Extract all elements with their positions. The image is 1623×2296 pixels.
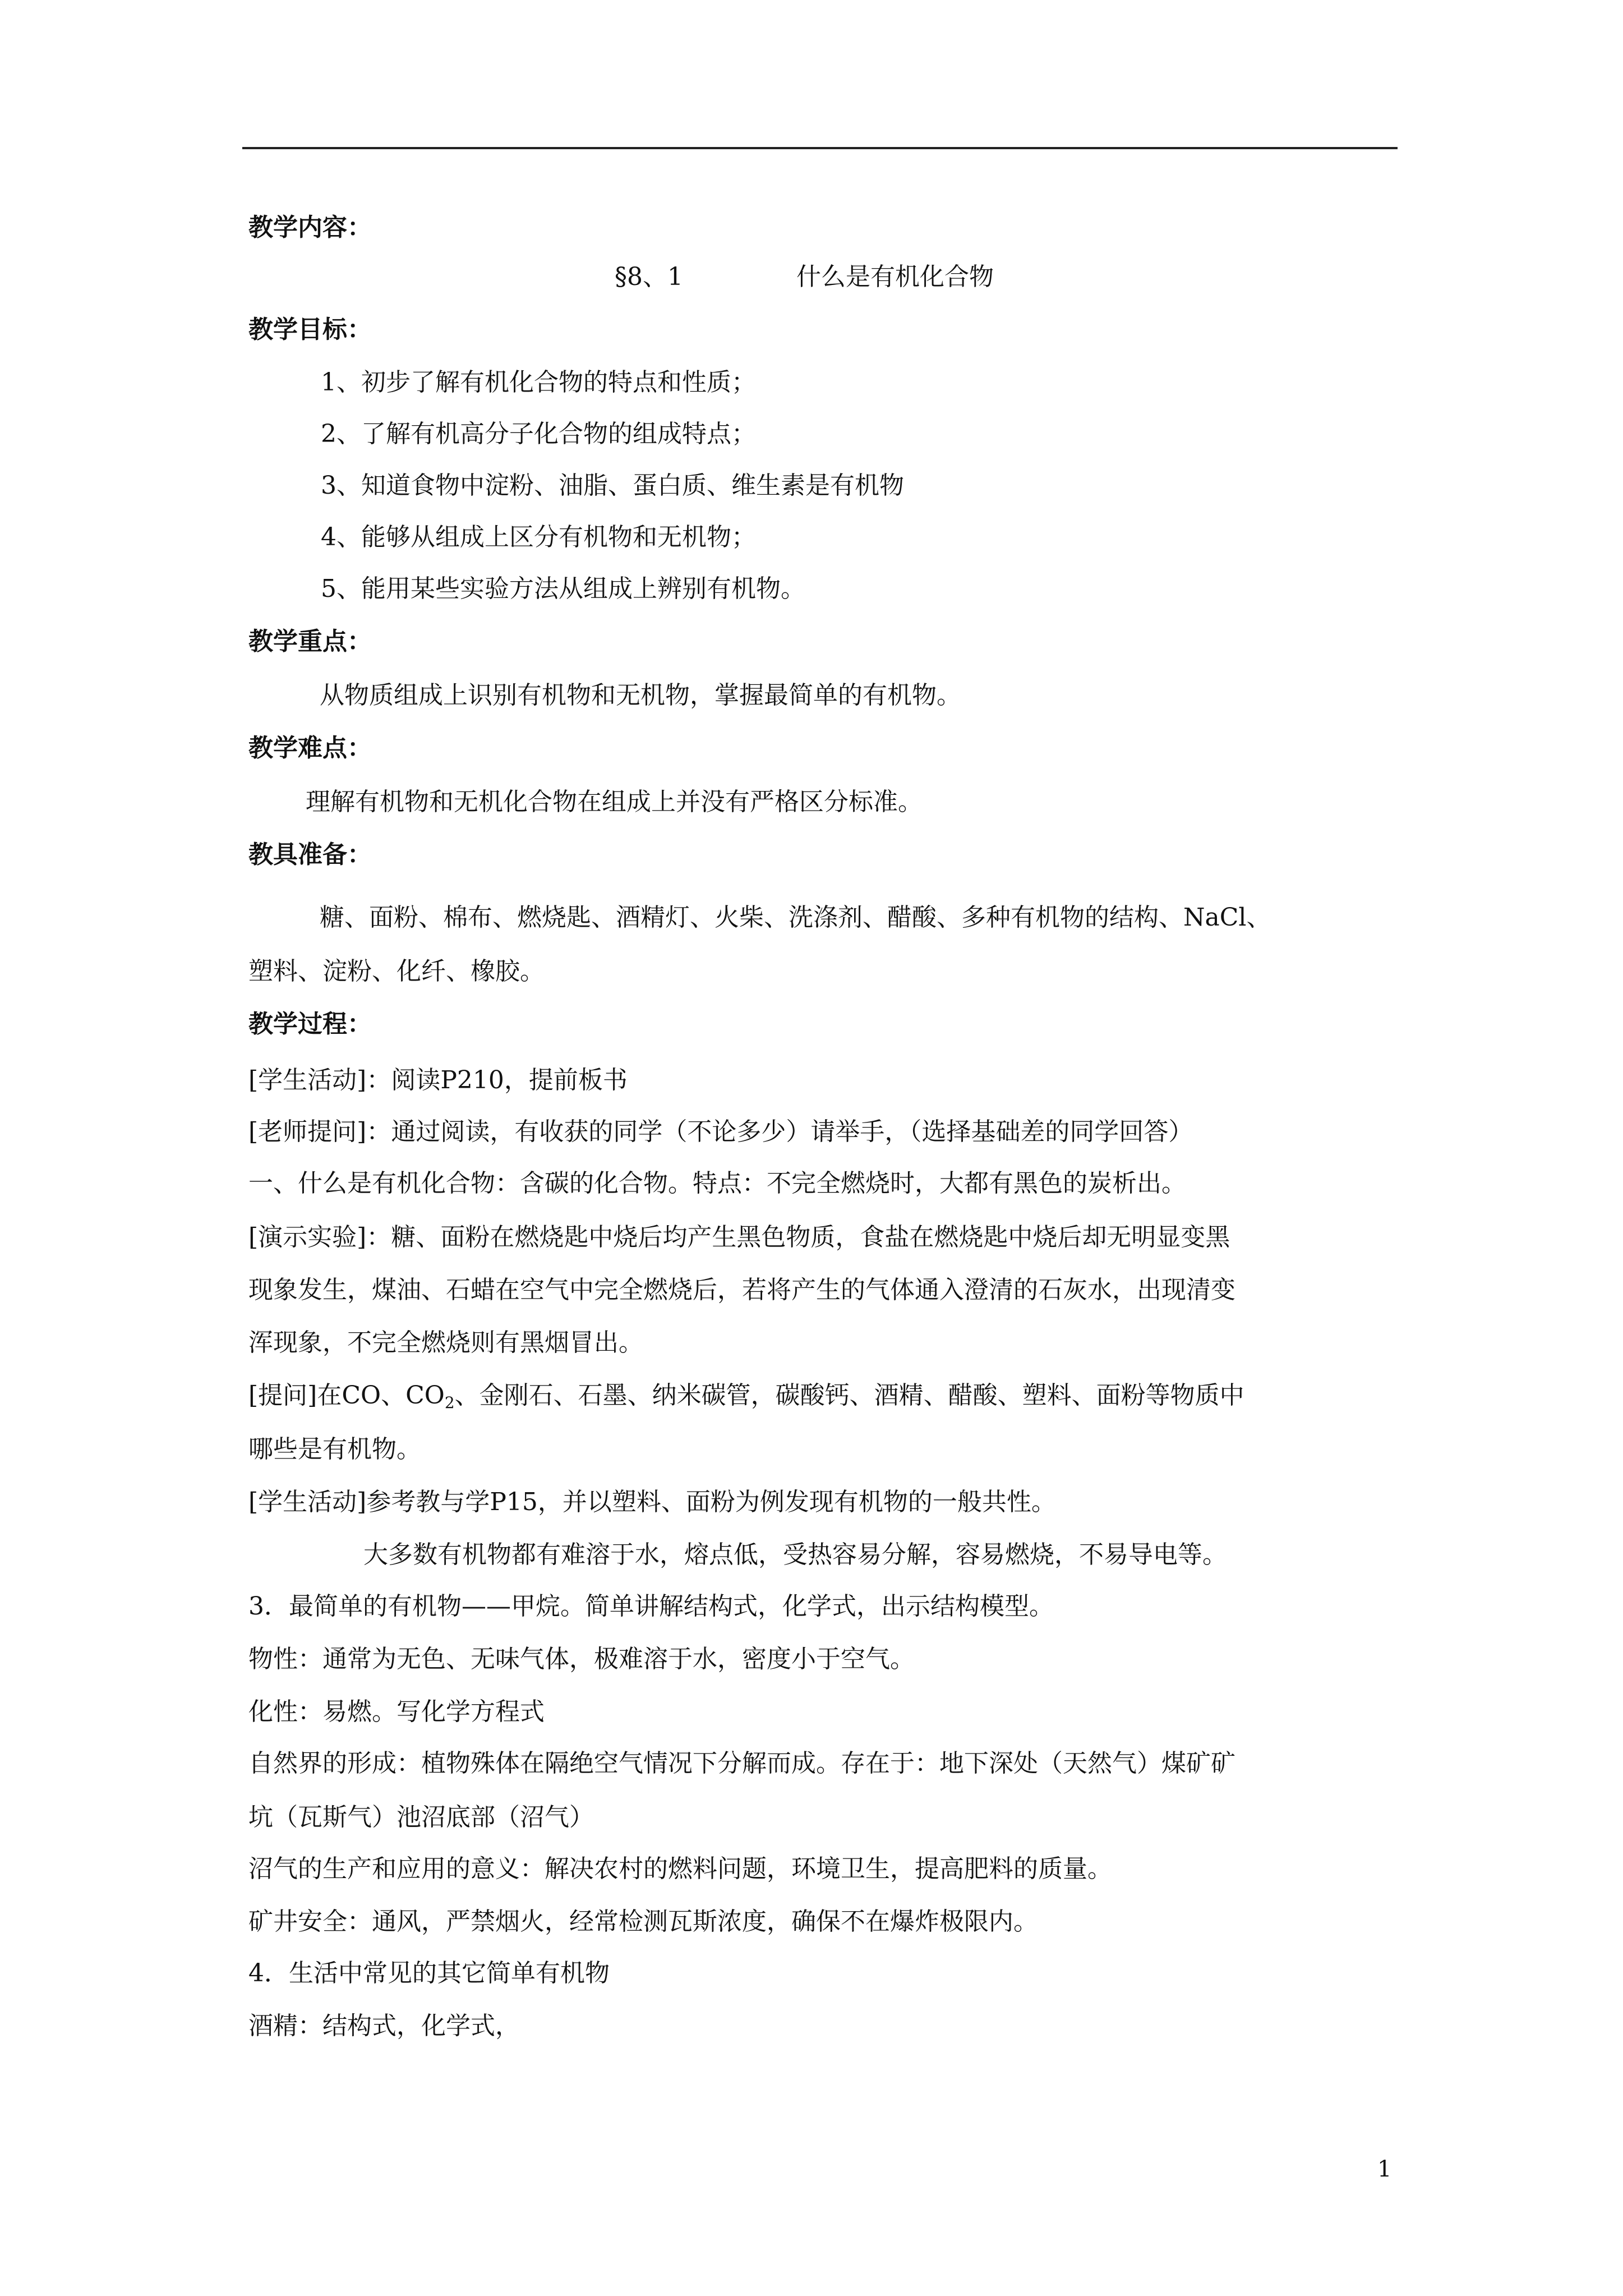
process-line-formula <box>248 1380 1244 1411</box>
process-line: [演示实验]：糖、面粉在燃烧匙中烧后均产生黑色物质，食盐在燃烧匙中烧后却无明显变黑 <box>248 1223 1230 1251</box>
process-line: 大多数有机物都有难溶于水，熔点低，受热容易分解，容易燃烧，不易导电等。 <box>363 1540 1227 1569</box>
process-line: 自然界的形成：植物殊体在隔绝空气情况下分解而成。存在于：地下深处（天然气）煤矿矿 <box>248 1749 1235 1778</box>
process-line: 现象发生，煤油、石蜡在空气中完全燃烧后，若将产生的气体通入澄清的石灰水，出现清变 <box>248 1276 1235 1304</box>
process-line: 酒精：结构式，化学式， <box>248 2012 520 2040</box>
objective-item: 5、能用某些实验方法从组成上辨别有机物。 <box>321 574 805 603</box>
materials-heading: 教具准备： <box>248 840 372 869</box>
process-line: [老师提问]：通过阅读，有收获的同学（不论多少）请举手，（选择基础差的同学回答） <box>248 1117 1193 1146</box>
materials-line: 塑料、淀粉、化纤、橡胶。 <box>248 957 545 986</box>
objective-item: 4、能够从组成上区分有机物和无机物； <box>321 523 756 551</box>
materials-line: 糖、面粉、棉布、燃烧匙、酒精灯、火柴、洗涤剂、醋酸、多种有机物的结构、NaCl、 <box>320 903 1271 932</box>
section-title: 什么是有机化合物 <box>796 263 994 291</box>
formula-subscript: 2 <box>444 1393 455 1412</box>
process-line: 坑（瓦斯气）池沼底部（沼气） <box>248 1803 594 1832</box>
objective-item: 3、知道食物中淀粉、油脂、蛋白质、维生素是有机物 <box>321 471 904 500</box>
process-line: 浑现象，不完全燃烧则有黑烟冒出。 <box>248 1328 643 1357</box>
process-line: 沼气的生产和应用的意义：解决农村的燃料问题，环境卫生，提高肥料的质量。 <box>248 1855 1112 1883</box>
process-line: 物性：通常为无色、无味气体，极难溶于水，密度小于空气。 <box>248 1645 915 1673</box>
objectives-heading: 教学目标： <box>248 315 372 344</box>
objective-item: 2、了解有机高分子化合物的组成特点； <box>321 420 756 448</box>
header-rule <box>242 147 1398 149</box>
process-line: 矿井安全：通风，严禁烟火，经常检测瓦斯浓度，确保不在爆炸极限内。 <box>248 1907 1038 1936</box>
formula-prefix: [提问]在CO、CO <box>248 1381 445 1410</box>
difficulties-heading: 教学难点： <box>248 734 372 762</box>
process-line: 3．最简单的有机物——甲烷。简单讲解结构式，化学式，出示结构模型。 <box>248 1592 1054 1621</box>
key-points-heading: 教学重点： <box>248 627 372 656</box>
section-number: §8、1 <box>615 263 683 291</box>
process-line: [学生活动]参考教与学P15，并以塑料、面粉为例发现有机物的一般共性。 <box>248 1488 1056 1516</box>
process-line: 化性：易燃。写化学方程式 <box>248 1697 545 1726</box>
process-line: 哪些是有机物。 <box>248 1435 421 1464</box>
page-number: 1 <box>1377 2156 1392 2182</box>
difficulties-text: 理解有机物和无机化合物在组成上并没有严格区分标准。 <box>306 788 923 816</box>
content-heading: 教学内容： <box>248 213 372 242</box>
process-line: 4．生活中常见的其它简单有机物 <box>248 1959 610 1987</box>
process-heading: 教学过程： <box>248 1010 372 1038</box>
objective-item: 1、初步了解有机化合物的特点和性质； <box>321 368 756 397</box>
process-line: [学生活动]：阅读P210，提前板书 <box>248 1066 628 1094</box>
formula-suffix: 、金刚石、石墨、纳米碳管，碳酸钙、酒精、醋酸、塑料、面粉等物质中 <box>454 1381 1244 1410</box>
process-line: 一、什么是有机化合物：含碳的化合物。特点：不完全燃烧时，大都有黑色的炭析出。 <box>248 1169 1186 1198</box>
key-points-text: 从物质组成上识别有机物和无机物，掌握最简单的有机物。 <box>320 681 961 710</box>
